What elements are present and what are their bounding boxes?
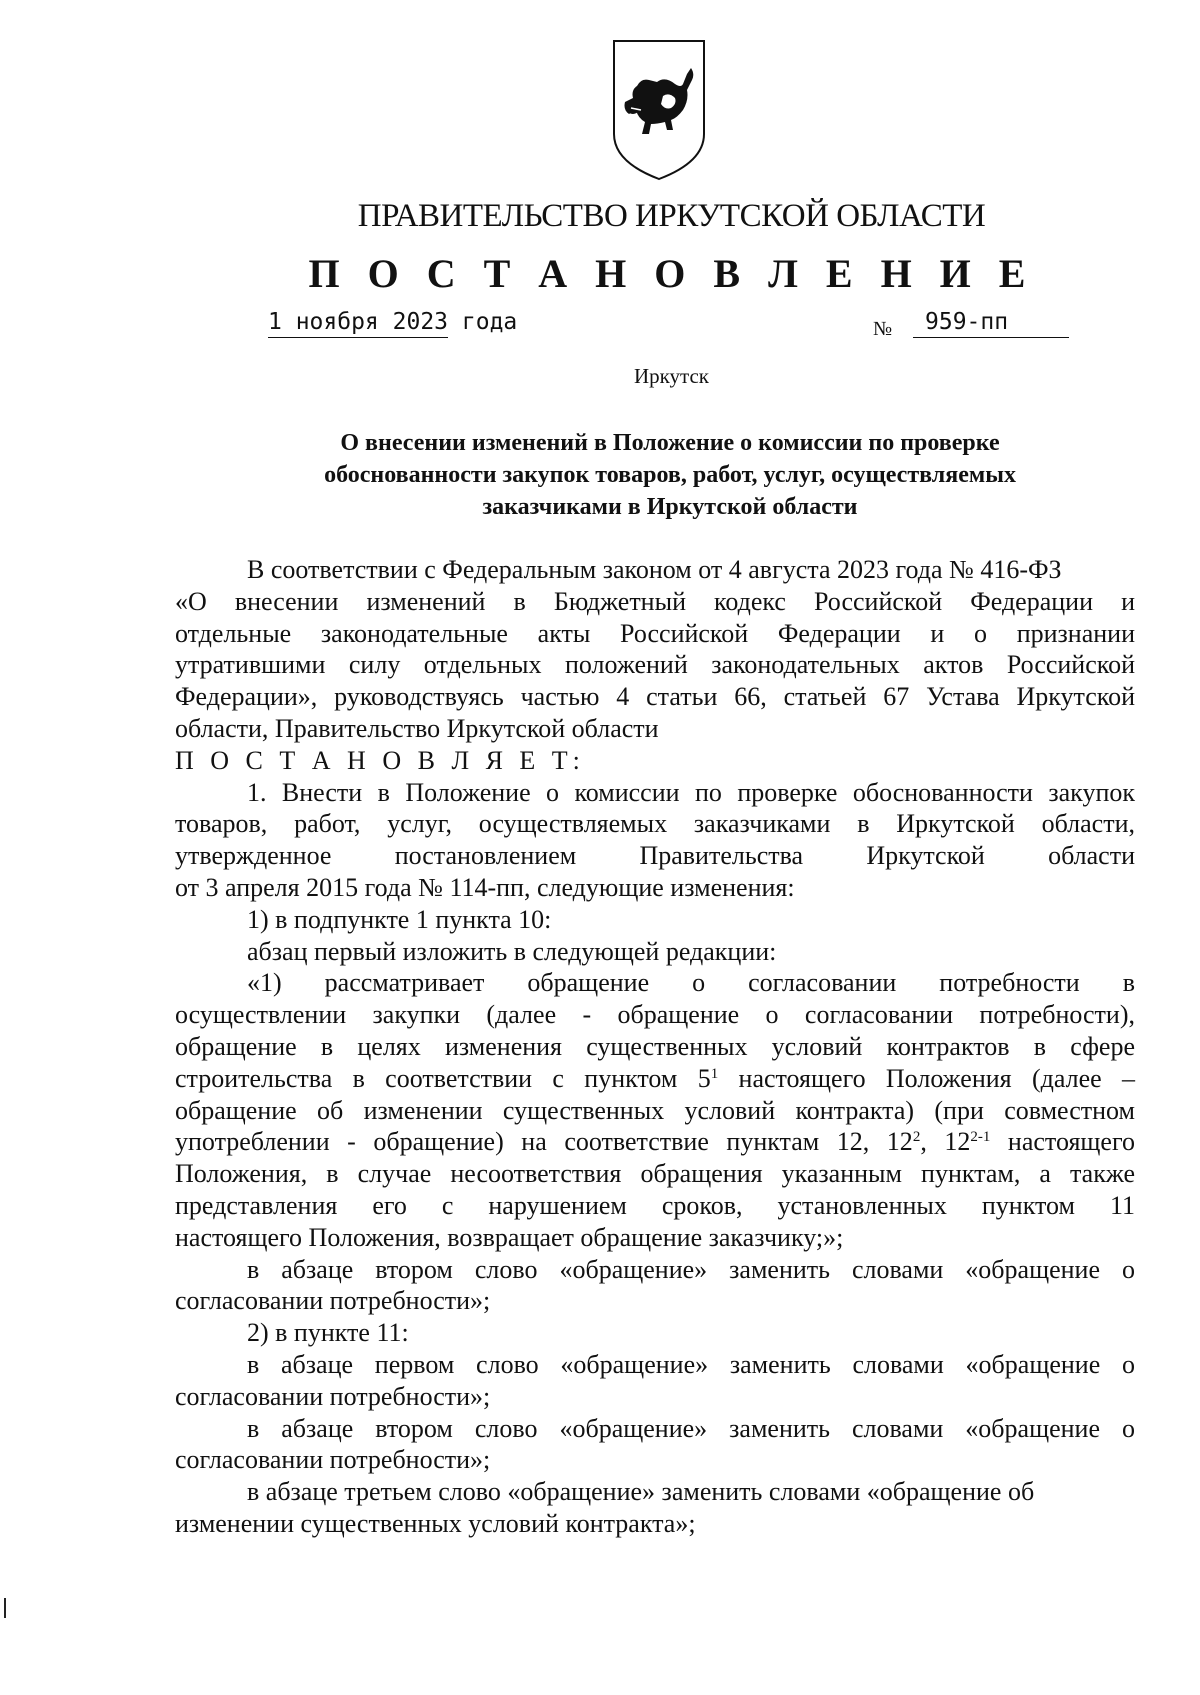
text-fragment: строительства в соответствии с пунктом 5 [175,1063,711,1093]
text-line: обращение об изменении существенных условий контракта) (при совместном [175,1095,1135,1125]
text-line: Федерации», руководствуясь частью 4 статьи 66, статьей 67 Устава Иркутской [175,682,1135,712]
text-line [175,1063,1135,1095]
text-line: настоящего Положения, возвращает обращение заказчику;»; [175,1222,844,1252]
document-type: П О С Т А Н О В Л Е Н И Е [308,251,1035,296]
text-line: в абзаце втором слово «обращение» заменить словами «обращение о [247,1254,1135,1284]
title-line: О внесении изменений в Положение о комиссии по проверке [340,430,1000,456]
text-line: в абзаце третьем слово «обращение» заменить словами «обращение об [247,1477,1035,1507]
decree-word: П О С Т А Н О В Л Я Е Т: [175,745,585,775]
number-sign: № [873,318,893,340]
superscript: 2 [912,1129,921,1146]
text-line: отдельные законодательные акты Российской Федерации и о признании [175,618,1135,648]
text-line: изменении существенных условий контракта»; [175,1508,696,1538]
date-value: 1 ноября 2023 [268,308,448,338]
city-name: Иркутск [633,364,710,388]
text-fragment: , 12 [920,1127,971,1157]
text-fragment: настоящего [990,1127,1135,1157]
text-line [175,1126,1135,1158]
text-line: абзац первый изложить в следующей редакции: [247,936,777,966]
date-suffix: года [461,309,518,335]
text-line: представления его с нарушением сроков, установленных пунктом 11 [175,1190,1135,1220]
superscript: 1 [710,1065,719,1082]
text-line: товаров, работ, услуг, осуществляемых заказчиками в Иркутской области, [175,809,1135,839]
text-line: согласовании потребности»; [175,1445,491,1475]
coat-of-arms-emblem [611,38,707,182]
text-line: «О внесении изменений в Бюджетный кодекс Российской Федерации и [175,586,1135,616]
title-line: заказчиками в Иркутской области [482,494,858,520]
scan-edge-mark [4,1598,6,1618]
text-line: в абзаце втором слово «обращение» заменить словами «обращение о [247,1413,1135,1443]
text-line: утратившими силу отдельных положений законодательных актов Российской [175,650,1135,680]
text-line: «1) рассматривает обращение о согласовании потребности в [247,968,1135,998]
text-line: Положения, в случае несоответствия обращения указанным пунктам, а также [175,1159,1135,1189]
text-line: в абзаце первом слово «обращение» заменить словами «обращение о [247,1349,1135,1379]
text-line: области, Правительство Иркутской области [175,713,659,743]
document-date [268,308,517,338]
text-line: 2) в пункте 11: [247,1318,409,1348]
document-body [175,554,1135,1540]
text-fragment: настоящего Положения (далее – [718,1063,1135,1093]
number-value: 959-пп [913,308,1069,338]
text-line: 1) в подпункте 1 пункта 10: [247,904,552,934]
text-fragment: употреблении - обращение) на соответствие пунктам 12, 12 [175,1127,913,1157]
government-name: ПРАВИТЕЛЬСТВО ИРКУТСКОЙ ОБЛАСТИ [357,198,986,234]
text-line: 1. Внести в Положение о комиссии по проверке обоснованности закупок [247,777,1135,807]
title-line: обоснованности закупок товаров, работ, услуг, осуществляемых [324,462,1016,488]
superscript: 2-1 [970,1129,991,1146]
text-line: от 3 апреля 2015 года № 114-пп, следующие изменения: [175,872,795,902]
text-line: утвержденное постановлением Правительства Иркутской области [175,841,1135,871]
text-line: осуществлении закупки (далее - обращение о согласовании потребности), [175,1000,1135,1030]
document-title [170,427,1170,523]
text-line: В соответствии с Федеральным законом от 4 августа 2023 года № 416-ФЗ [247,555,1062,584]
text-line: согласовании потребности»; [175,1286,491,1316]
text-line: обращение в целях изменения существенных условий контрактов в сфере [175,1031,1135,1061]
text-line: согласовании потребности»; [175,1381,491,1411]
